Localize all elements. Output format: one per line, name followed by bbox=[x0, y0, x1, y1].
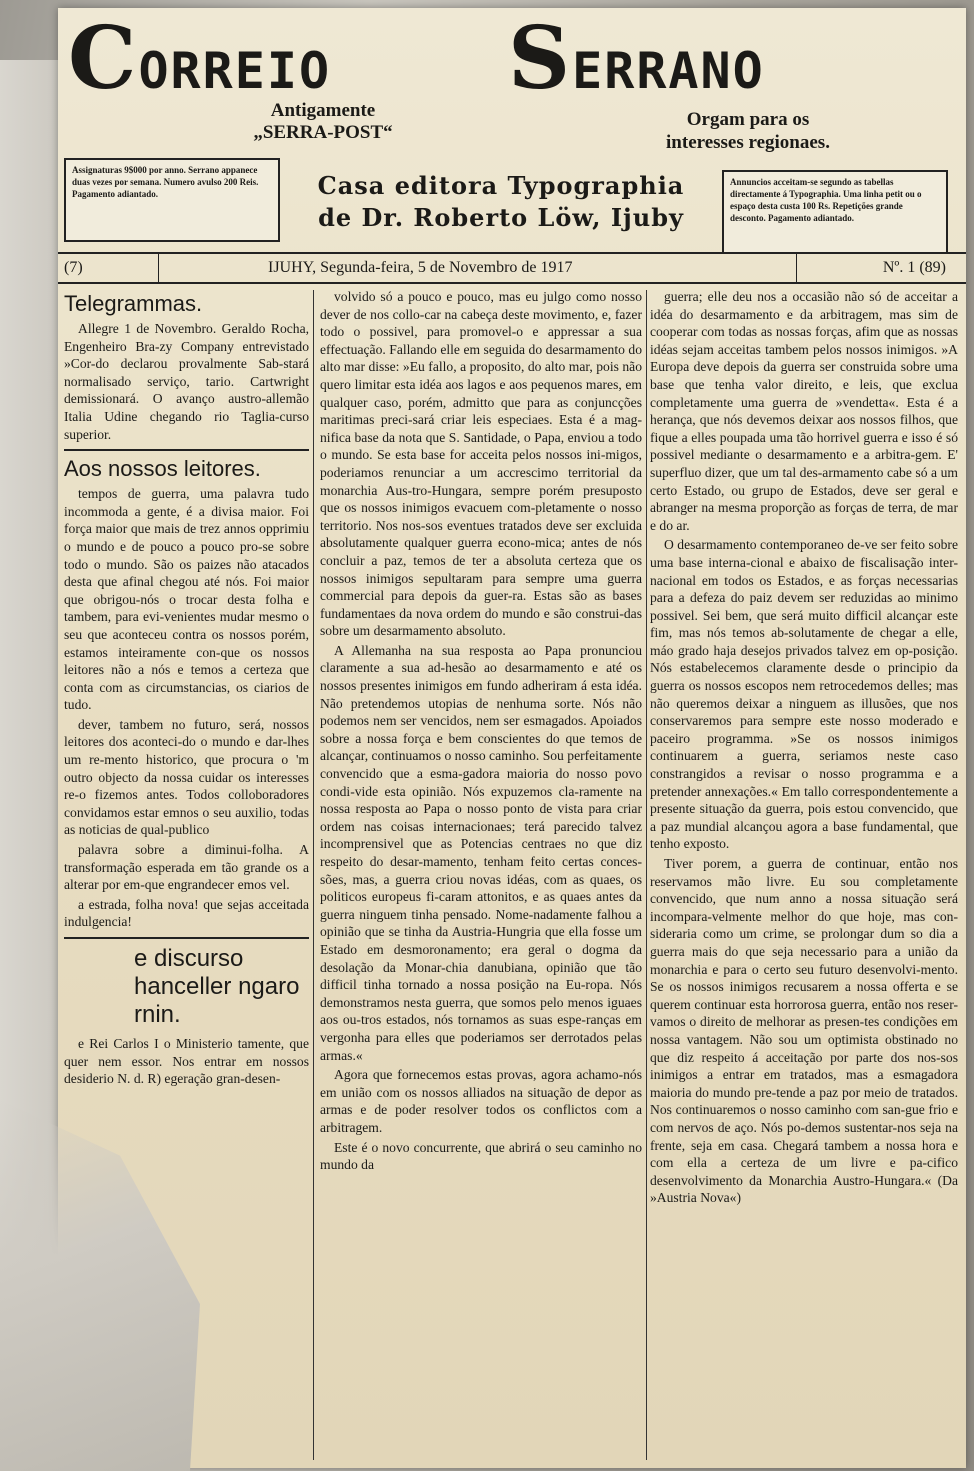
paragraph: volvido só a pouco e pouco, mas eu julgo como nosso dever de nos collo-car na cabeça deste movimento, e, fazer todo o possivel, para promovel-o e appressar a sua effectuação. Fallando elle em seguida do desarmamento do alto mar disse: »Eu fallo, a proposito, do alto mar, pois não quero limitar esta idéa aos lagos e aos pequenos mares, em qualquer caso, porém, admitto que para as conjuncções maritimas preci-sará criar leis especiaes. Esta é a mag-nifica base da nota que S. Santidade, o Papa, enviou a todo o mundo. Se esta base for acceita pelos nossos ini-migos, poderiamos renunciar a um accrescimo territorial da monarchia Aus-tro-Hungara, sempre porém presuposto que os nossos inimigos evacuem com-pletamente o nosso territorio. Nos nos-sos eventues tratados deve ser excluida absolutamente qualquer guerra econo-mica; antes de nós concluir a paz, temos de ter a absoluta certeza que os nossos inimigos sepultaram para sempre uma guerra commercial para depois da guer-ra. Estas são as bases fundamentaes da nova ordem do mundo e são construi-das sobre um desarmamento absoluto. bbox=[320, 289, 642, 639]
advert-rates-box: Annuncios acceitam-se segundo as tabellas directamente á Typographia. Uma linha petit ou o espaço desta custa 100 Rs. Repetições grande desconto. Pagamento adiantado. bbox=[722, 170, 948, 254]
paragraph: Allegre 1 de Novembro. Geraldo Rocha, Engenheiro Bra-zy Company entrevistado »Cor-do declarou provalmente Sab-stará normalisado serviço, tario. Cartwright demissionará. O avanço austro-allemão Italia Udine chegando rio Taglia-curso superior. bbox=[64, 321, 309, 442]
column-rule bbox=[313, 290, 314, 1460]
publisher-line: Casa editora Typographia de Dr. Roberto Löw, Ijuby bbox=[317, 171, 685, 232]
newspaper-page bbox=[58, 8, 966, 1468]
heading-discurso: e discurso hanceller ngaro rnin. bbox=[134, 945, 300, 1028]
paragraph: tempos de guerra, uma palavra tudo incommoda a gente, é a divisa maior. Foi força maior que mais de trez annos opprimiu o mundo e de pouco a pouco pro-se sobre todo o mundo. São os paizes não atacados desta que afinal chegou até nós. Foi maior que obrigou-nós o trocar desta folha e tambem, para evi-venientes mudar mesmo o seu que aconteceu contra os nossos porém, estamos inteiramente con-que os nossos leitores não a nós e temos a certeza que conta com as circumstancias, os ciarios de tudo. bbox=[64, 486, 309, 713]
masthead bbox=[58, 8, 966, 232]
issue-number: Nº. 1 (89) bbox=[882, 259, 946, 276]
subscription-box: Assignaturas 9$000 por anno. Serrano appanece duas vezes por semana. Numero avulso 200 Reis. Pagamento adiantado. bbox=[64, 158, 280, 242]
dateline bbox=[58, 252, 966, 284]
column-rule bbox=[646, 290, 647, 1460]
volume-number: (7) bbox=[64, 259, 83, 276]
paragraph: Este é o novo concurrente, que abrirá o seu caminho no mundo da bbox=[320, 1139, 642, 1173]
heading-leitores: Aos nossos leitores. bbox=[64, 456, 261, 482]
column-3 bbox=[650, 288, 958, 1468]
heading-telegrammas: Telegrammas. bbox=[64, 291, 203, 316]
paragraph: palavra sobre a diminui-folha. A transformação esperada em tão grande os a alterar por em-que engrandecer emos vel. bbox=[64, 842, 309, 893]
former-name: Antigamente „SERRA-POST“ bbox=[253, 100, 393, 143]
masthead-title-correio: CORREIO bbox=[68, 8, 332, 109]
issue-date: IJUHY, Segunda-feira, 5 de Novembro de 1917 bbox=[268, 259, 573, 276]
paragraph: O desarmamento contemporaneo de-ve ser feito sobre uma base interna-cional e abaixo de fiscalisação inter-nacional em todos os Estados, e as forças necessarias para a defeza do paiz devem ser reduzidas ao minimo possivel. Sei bem, que será muito difficil alcançar este fim, mas nós temos ab-solutamente de chegar a elle, máo grado haja desejos privados talvez em op-posição. Nós estabelecemos claramente desde o principio da guerra os nossos escopos nem retrocedemos delles; mas não queremos deixar a ninguem as illusões, que nos conservaremos para sempre este nosso moderado e paceiro programma. »Se os nossos inimigos continuarem a guerra, seriamos neste caso constrangidos a revisar o nosso programma e a pretender annexações.« Em tallo correspondentemente a presente situação da guerra, pois estou convencido, que a paz mundial alcançou agora a base fundamental, que tenho exposto. bbox=[650, 537, 958, 852]
motto: Orgam para os interesses regionaes. bbox=[666, 109, 830, 153]
paragraph: guerra; elle deu nos a occasião não só de acceitar a idéa do desarmamento e da arbitragem, mas sim de cooperar com todas as nossas forças, afim que as nossas idéas sejam acceitas tambem pelos nossos inimigos. »A Europa deve depois da guerra ser construida sobre uma base que tenha valor direito, e leis, que exclua completamente uma guerra de »vendetta«. Esta é a herança, que nós devemos deixar aos nossos filhos, que fique a elles poupada uma tão horrivel guerra e isso é só possivel mediante o desarmamento e a arbitra-gem. E' superfluo dizer, que um tal des-armamento cabe só a um certo Estado, ou grupo de Estados, deve ser geral e abranger na mesma proporção as forças de terra, de mar e do ar. bbox=[650, 289, 958, 533]
paragraph: Tiver porem, a guerra de continuar, então nos reservamos mão livre. Eu sou completamente convencido, que num anno a nossa situação será incompara-velmente melhor do que hoje, mas con-sideraria como um crime, se prolongar dum so dia a guerra mais do que seja necessario para a união da monarchia e para o certo seu futuro desenvolvi-mento. Se os nossos inimigos recusarem a nossa offerta e se querem continuar esta horrorosa guerra, então nos reser-vamos o direito de melhorar as presen-tes condições em nossa vantagem. Não sou um optimista obstinado no que diz respeito á acceitação por parte dos nos-sos inimigos a entrar em tratados, mas a esmagadora maioria do mundo pre-tende a paz por meio de tratados. Nos continuaremos o nosso caminho com san-gue frio e com nervos de aço. Nós po-demos sustentar-nos seja na frente, seja em casa. Chegará tambem a nossa hora e com ella a certeza de um livre e pa-cifico desenvolvimento da Monarchia Austro-Hungara.« (Da »Austria Nova«) bbox=[650, 856, 958, 1206]
masthead-title-serrano: SERRANO bbox=[508, 8, 765, 109]
paragraph: A Allemanha na sua resposta ao Papa pronunciou claramente a sua ad-hesão ao desarmamento e até os nossos presentes inimigos em fundo adheriram á esta idéa. Não pretendemos utopias de nenhuma sorte. Nós não podemos nem ser vencidos, nem ser esmagados. Apoiados sobre a nossa força e bem conscientes do que temos de alcançar, continuamos o nosso caminho. Sou perfeitamente convencido que a esma-gadora maioria do nosso povo condi-vide esta opinião. Nós expuzemos cla-ramente na nossa resposta ao Papa o nosso ponto de vista para criar ordem nas coisas internacionaes; terá parecido talvez incomprensivel que as Potencias centraes no que diz respeito do desar-mamento, tenham feito certas conces-sões, mas, a guerra criou novas idéas, com as quaes, os politicos europeus fi-caram attonitos, e as quaes antes da guerra ninguem tinha pensado. Nome-nadamente falhou a opinião que se tinha da Austria-Hungria que ella fosse um Estado em desmoronamento; era geral o dogma da desolação da Monar-chia danubiana, opinião que tão difficil tinha tornado a nossa posição na Eu-ropa. Nós demonstramos nesta guerra, que somos pelo menos iguaes aos ou-tros estados, nós tornamos as suas espe-ranças em vergonha para elles que poderiamos ser derrotados pelas armas.« bbox=[320, 642, 642, 1063]
paragraph: a estrada, folha nova! que sejas acceitada indulgencia! bbox=[64, 896, 309, 930]
paragraph: e Rei Carlos I o Ministerio tamente, que quer nem essor. Nos entrar em nossos desiderio N. d. R) egeração gran-desen- bbox=[64, 1036, 309, 1087]
paragraph: Agora que fornecemos estas provas, agora achamo-nós em união com os nossos alliados na situação de depor as armas e de poder resolver todos os conflictos com a arbitragem. bbox=[320, 1067, 642, 1135]
paragraph: dever, tambem no futuro, será, nossos leitores dos aconteci-do o mundo e dar-lhes um re-mento historico, que procura o 'm outro objecto da nossa cuidar os interesses re-o fizemos antes. Todos colloboradores convidamos estar emnos o seu auxilio, todas as noticias de qual-publico bbox=[64, 716, 309, 838]
column-2 bbox=[320, 288, 642, 1468]
